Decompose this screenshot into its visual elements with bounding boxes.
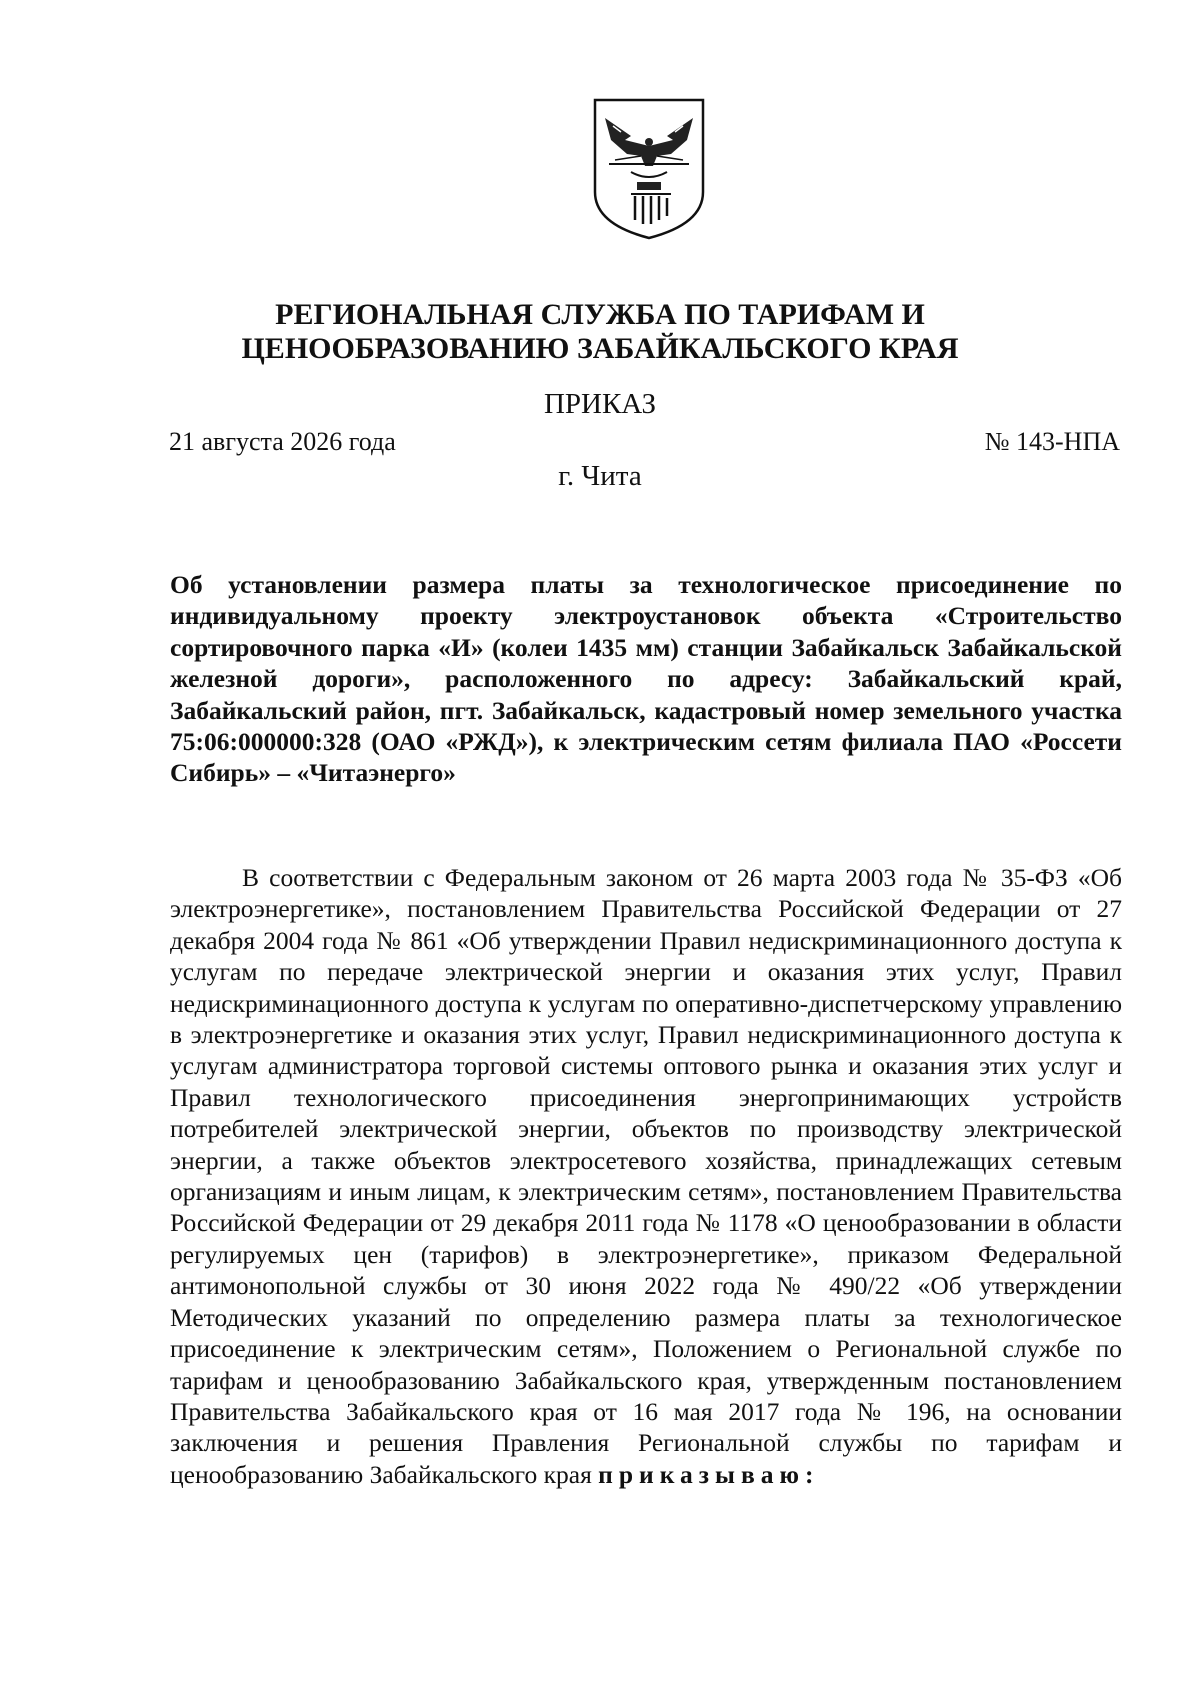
organization-name-line2: ЦЕНООБРАЗОВАНИЮ ЗАБАЙКАЛЬСКОГО КРАЯ bbox=[241, 332, 959, 365]
organization-name-line1: РЕГИОНАЛЬНАЯ СЛУЖБА ПО ТАРИФАМ И bbox=[275, 298, 925, 331]
coat-of-arms-emblem bbox=[591, 96, 707, 242]
document-city: г. Чита bbox=[558, 460, 642, 492]
document-subject: Об установлении размера платы за технологическое присоединение по индивидуальному проекту электроустановок объекта «Строительство сортировочного парка «И» (колеи 1435 мм) станции Забайкальск Забайкальской железной дороги», расположенного по адресу: Забайкальский край, Забайкальский район, пгт. Забайкальск, кадастровый номер земельного участка 75:06:000000:328 (ОАО «РЖД»), к электрическим сетям филиала ПАО «Россети Сибирь» – «Читаэнерго» bbox=[170, 570, 1122, 788]
document-body bbox=[170, 862, 1122, 1490]
organization-name bbox=[0, 298, 1200, 366]
body-paragraph: В соответствии с Федеральным законом от 26 марта 2003 года № 35-ФЗ «Об электроэнергетике», постановлением Правительства Российской Федерации от 27 декабря 2004 года № 861 «Об утверждении Правил недискриминационного доступа к услугам по передаче электрической энергии и оказания этих услуг, Правил недискриминационного доступа к услугам по оперативно-диспетчерскому управлению в электроэнергетике и оказания этих услуг, Правил недискриминационного доступа к услугам администратора торговой системы оптового рынка и оказания этих услуг и Правил технологического присоединения энергопринимающих устройств потребителей электрической энергии, объектов по производству электрической энергии, а также объектов электросетевого хозяйства, принадлежащих сетевым организациям и иным лицам, к электрическим сетям», постановлением Правительства Российской Федерации от 29 декабря 2011 года № 1178 «О ценообразовании в области регулируемых цен (тарифов) в электроэнергетике», приказом Федеральной антимонопольной службы от 30 июня 2022 года № 490/22 «Об утверждении Методических указаний по определению размера платы за технологическое присоединение к электрическим сетям», Положением о Региональной службе по тарифам и ценообразованию Забайкальского края, утвержденным постановлением Правительства Забайкальского края от 16 мая 2017 года № 196, на основании заключения и решения Правления Региональной службы по тарифам и ценообразованию Забайкальского края bbox=[170, 863, 1122, 1489]
document-date: 21 августа 2026 года bbox=[169, 427, 396, 456]
document-number: № 143-НПА bbox=[984, 427, 1120, 456]
document-type: ПРИКАЗ bbox=[543, 388, 657, 420]
decree-word: приказываю: bbox=[598, 1459, 820, 1489]
